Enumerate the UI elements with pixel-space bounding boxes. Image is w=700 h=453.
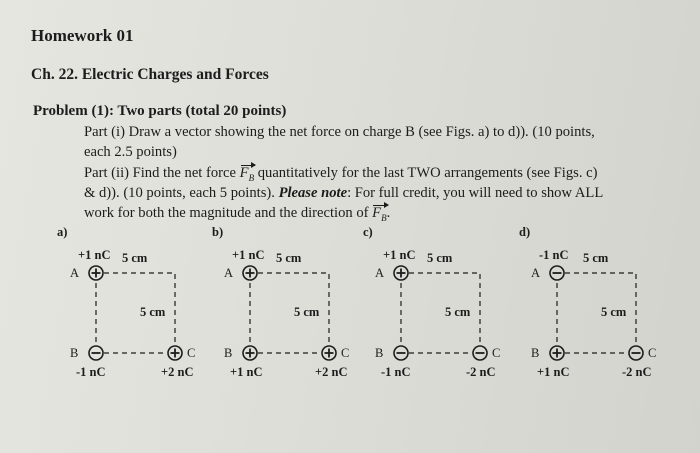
force-symbol-sub-2: B (381, 212, 387, 223)
fig-c-charge-c: -2 nC (466, 365, 496, 379)
part1-text-1: Part (i) Draw a vector showing the net force on charge B (see Figs. a) to d)). (10 points, (84, 124, 595, 140)
force-symbol-letter: F (239, 165, 249, 181)
fig-a-label: a) (57, 225, 68, 239)
part2-text-2a: & d)). (10 points, each 5 points). (84, 185, 275, 201)
part1-text-2: each 2.5 points) (84, 144, 177, 160)
part2-text-a: Part (ii) Find the net force (84, 165, 236, 181)
fig-b-name-c: C (341, 346, 350, 360)
fig-d-name-c: C (648, 346, 657, 360)
please-note: Please note (278, 185, 348, 201)
fig-a-charge-a: +1 nC (78, 248, 111, 262)
fig-d-name-b: B (531, 346, 540, 360)
fig-a-side-distance: 5 cm (140, 305, 166, 319)
fig-d-name-a: A (531, 266, 541, 280)
fig-b-charge-b: +1 nC (230, 365, 263, 379)
fig-c-charge-b: -1 nC (381, 365, 411, 379)
fig-c-charge-a: +1 nC (383, 248, 416, 262)
force-symbol-letter-2: F (372, 205, 382, 221)
fig-a-name-a: A (70, 266, 80, 280)
fig-b-side-distance: 5 cm (294, 305, 320, 319)
fig-c-top-distance: 5 cm (427, 251, 453, 265)
force-symbol-sub: B (248, 172, 255, 183)
part2-text-3a: work for both the magnitude and the direction of (84, 205, 369, 221)
fig-b-charge-a: +1 nC (232, 248, 265, 262)
fig-a-charge-b: -1 nC (76, 365, 106, 379)
fig-a-name-c: C (187, 346, 196, 360)
fig-c-name-b: B (375, 346, 384, 360)
chapter-title: Ch. 22. Electric Charges and Forces (31, 66, 269, 83)
fig-d-charge-a: -1 nC (539, 248, 569, 262)
fig-c-name-c: C (492, 346, 501, 360)
homework-title: Homework 01 (31, 26, 134, 45)
part2-text-b: quantitatively for the last TWO arrangements (see Figs. c) (257, 165, 598, 181)
fig-d-side-distance: 5 cm (601, 305, 627, 319)
part2-text-2b: : For full credit, you will need to show ALL (347, 185, 604, 201)
fig-b-top-distance: 5 cm (276, 251, 302, 265)
fig-c-side-distance: 5 cm (445, 305, 471, 319)
part2-text-3-end: . (386, 205, 391, 221)
fig-a-name-b: B (70, 346, 79, 360)
fig-b-label: b) (212, 225, 224, 239)
fig-d-charge-b: +1 nC (537, 365, 570, 379)
fig-d-label: d) (519, 225, 531, 239)
fig-b-charge-c: +2 nC (315, 365, 348, 379)
fig-b-name-b: B (224, 346, 233, 360)
fig-c-name-a: A (375, 266, 385, 280)
fig-a-top-distance: 5 cm (122, 251, 148, 265)
fig-d-top-distance: 5 cm (583, 251, 609, 265)
fig-c-label: c) (363, 225, 373, 239)
fig-b-name-a: A (224, 266, 234, 280)
problem-title: Problem (1): Two parts (total 20 points) (33, 103, 287, 119)
fig-d-charge-c: -2 nC (622, 365, 652, 379)
fig-a-charge-c: +2 nC (161, 365, 194, 379)
